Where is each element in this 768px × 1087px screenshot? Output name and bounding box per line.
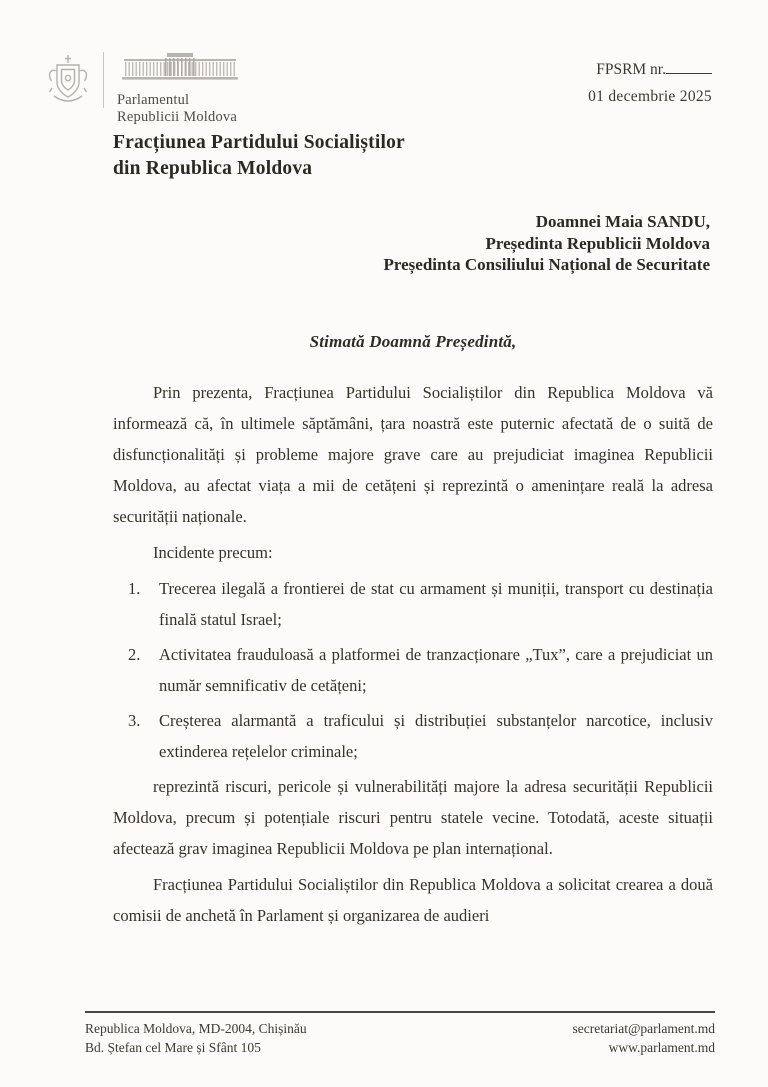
header-divider xyxy=(103,52,104,108)
footer-email: secretariat@parlament.md xyxy=(572,1021,715,1036)
addressee-title2: Președinta Consiliului Național de Securitate xyxy=(383,255,710,274)
list-item xyxy=(128,705,713,767)
paragraph-incidents-lead: Incidente precum: xyxy=(153,543,273,562)
incident-list xyxy=(113,573,713,767)
sender-title-line1: Fracțiunea Partidului Socialiștilor xyxy=(113,132,405,153)
reference-number-line xyxy=(588,60,712,79)
list-item-text: Activitatea frauduloasă a platformei de tranzacționare „Tux”, care a prejudiciat un număr semnificativ de cetățeni; xyxy=(159,645,713,695)
addressee-name: Doamnei Maia SANDU, xyxy=(535,212,710,231)
addressee-title1: Președinta Republicii Moldova xyxy=(485,233,710,253)
list-item-number: 1. xyxy=(128,579,141,598)
reference-number-blank xyxy=(666,60,712,74)
footer-address-line2: Bd. Ștefan cel Mare și Sfânt 105 xyxy=(85,1040,261,1055)
list-item-text: Trecerea ilegală a frontierei de stat cu armament și muniții, transport cu destinația finală statul Israel; xyxy=(159,579,713,629)
list-item xyxy=(128,639,713,701)
reference-number-label: FPSRM nr. xyxy=(596,61,666,78)
letter-footer xyxy=(85,1011,715,1057)
reference-and-date xyxy=(588,60,712,106)
salutation: Stimată Doamnă Președintă, xyxy=(309,332,517,351)
paragraph-request: Fracțiunea Partidului Socialiștilor din Republica Moldova a solicitat crearea a două comisii de anchetă în Parlament și organizarea de audieri xyxy=(113,875,713,925)
sender-faction-title xyxy=(113,130,405,182)
footer-website: www.parlament.md xyxy=(608,1040,715,1055)
addressee-block xyxy=(384,211,710,276)
parliament-identity xyxy=(117,50,243,125)
paragraph-intro: Prin prezenta, Fracțiunea Partidului Socialiștilor din Republica Moldova vă informează că, în ultimele săptămâni, țara noastră este puternic afectată de o suită de disfuncționalități și probleme majore grave care au prejudiciat imaginea Republicii Moldova, au afectat viața a mii de cetățeni și reprezintă o amenințare reală la adresa securității naționale. xyxy=(113,383,713,526)
list-item-text: Creșterea alarmantă a traficului și distribuției substanțelor narcotice, inclusiv extinderea rețelelor criminale; xyxy=(159,711,713,761)
parliament-building-icon xyxy=(117,52,243,84)
letter-date: 01 decembrie 2025 xyxy=(588,88,712,105)
sender-title-line2: din Republica Moldova xyxy=(113,158,313,179)
list-item xyxy=(128,573,713,635)
moldova-coat-of-arms-icon xyxy=(46,52,90,115)
letterhead xyxy=(46,50,243,125)
list-item-number: 2. xyxy=(128,645,141,664)
letter-body xyxy=(113,326,713,931)
footer-address xyxy=(85,1019,307,1057)
org-name-line1: Parlamentul xyxy=(117,92,190,108)
list-item-number: 3. xyxy=(128,711,141,730)
footer-contacts xyxy=(573,1019,716,1057)
org-name-line2: Republicii Moldova xyxy=(117,108,237,125)
paragraph-risks: reprezintă riscuri, pericole și vulnerabilități majore la adresa securității Republicii Moldova, precum și potențiale riscuri pentru statele vecine. Totodată, aceste situații afectează grav imaginea Republicii Moldova pe plan internațional. xyxy=(113,777,713,858)
footer-address-line1: Republica Moldova, MD-2004, Chișinău xyxy=(85,1021,307,1036)
